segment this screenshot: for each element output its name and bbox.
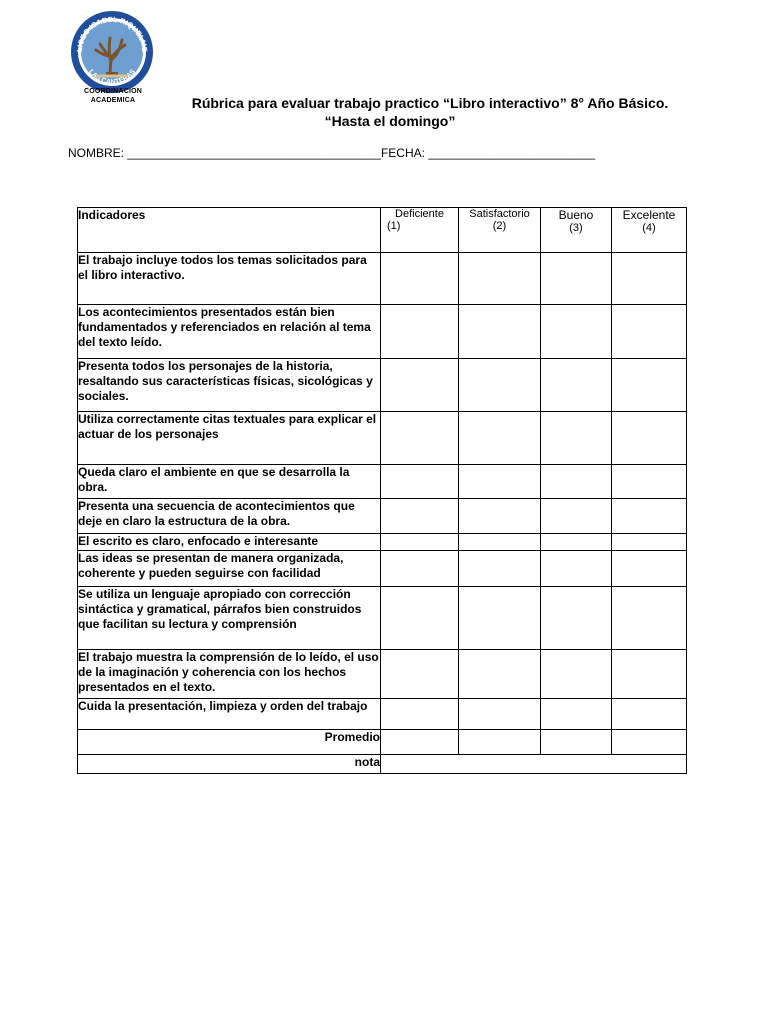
score-cell[interactable] (381, 359, 459, 412)
nota-cell[interactable] (381, 755, 687, 774)
score-cell[interactable] (381, 465, 459, 499)
table-row (78, 534, 687, 551)
indicator-text: El trabajo muestra la comprensión de lo leído, el uso de la imaginación y coherencia con los hechos presentados en el texto. (78, 650, 381, 699)
indicator-text: Se utiliza un lenguaje apropiado con corrección sintáctica y gramatical, párrafos bien construidos que facilitan su lectura y comprensión (78, 587, 381, 650)
name-date-line (68, 146, 595, 160)
promedio-row (78, 730, 687, 755)
logo-caption: COORDINACION ACADEMICA (83, 88, 142, 104)
score-cell[interactable] (612, 305, 687, 359)
score-cell[interactable] (381, 699, 459, 730)
level-header-satisfactorio: Satisfactorio (2) (459, 208, 541, 253)
svg-text:LICEO ISABEL RIQUELME: LICEO ISABEL RIQUELME (74, 14, 150, 53)
score-cell[interactable] (381, 587, 459, 650)
score-cell[interactable] (381, 730, 459, 755)
table-row (78, 253, 687, 305)
level-header-excelente: Excelente (4) (612, 208, 687, 253)
level-header-bueno: Bueno (3) (541, 208, 612, 253)
score-cell[interactable] (541, 465, 612, 499)
score-cell[interactable] (612, 465, 687, 499)
indicator-text: Los acontecimientos presentados están bien fundamentados y referenciados en relación al tema del texto leído. (78, 305, 381, 359)
score-cell[interactable] (459, 650, 541, 699)
school-logo (70, 10, 154, 94)
score-cell[interactable] (381, 650, 459, 699)
score-cell[interactable] (541, 551, 612, 587)
indicator-text: El trabajo incluye todos los temas solicitados para el libro interactivo. (78, 253, 381, 305)
score-cell[interactable] (541, 650, 612, 699)
score-cell[interactable] (541, 305, 612, 359)
table-row (78, 359, 687, 412)
score-cell[interactable] (612, 699, 687, 730)
score-cell[interactable] (612, 551, 687, 587)
score-cell[interactable] (612, 499, 687, 534)
score-cell[interactable] (541, 699, 612, 730)
fecha-field[interactable]: _________________________ (428, 146, 596, 160)
score-cell[interactable] (459, 305, 541, 359)
indicators-header: Indicadores (78, 208, 381, 253)
nota-label: nota (78, 755, 381, 774)
level-header-deficiente: Deficiente (1) (381, 208, 459, 253)
score-cell[interactable] (612, 253, 687, 305)
indicator-text: El escrito es claro, enfocado e interesante (78, 534, 381, 551)
score-cell[interactable] (541, 587, 612, 650)
score-cell[interactable] (459, 730, 541, 755)
score-cell[interactable] (459, 359, 541, 412)
score-cell[interactable] (459, 699, 541, 730)
score-cell[interactable] (459, 534, 541, 551)
indicator-text: Cuida la presentación, limpieza y orden del trabajo (78, 699, 381, 730)
svg-text:LAS CANTERAS: LAS CANTERAS (87, 68, 137, 87)
score-cell[interactable] (541, 730, 612, 755)
score-cell[interactable] (381, 551, 459, 587)
score-cell[interactable] (612, 412, 687, 465)
table-row (78, 587, 687, 650)
score-cell[interactable] (459, 499, 541, 534)
score-cell[interactable] (459, 551, 541, 587)
indicator-text: Presenta todos los personajes de la historia, resaltando sus características físicas, sicológicas y sociales. (78, 359, 381, 412)
table-row (78, 465, 687, 499)
score-cell[interactable] (541, 359, 612, 412)
score-cell[interactable] (612, 650, 687, 699)
nota-row (78, 755, 687, 774)
score-cell[interactable] (612, 730, 687, 755)
score-cell[interactable] (612, 587, 687, 650)
score-cell[interactable] (541, 253, 612, 305)
score-cell[interactable] (541, 534, 612, 551)
score-cell[interactable] (459, 587, 541, 650)
table-row (78, 412, 687, 465)
promedio-label: Promedio (78, 730, 381, 755)
score-cell[interactable] (459, 253, 541, 305)
score-cell[interactable] (381, 499, 459, 534)
score-cell[interactable] (612, 534, 687, 551)
nombre-field[interactable]: ______________________________________ (127, 146, 381, 160)
indicator-text: Utiliza correctamente citas textuales para explicar el actuar de los personajes (78, 412, 381, 465)
table-row (78, 499, 687, 534)
fecha-label: FECHA: (380, 146, 425, 160)
score-cell[interactable] (459, 465, 541, 499)
nombre-label: NOMBRE: (68, 146, 125, 160)
table-row (78, 650, 687, 699)
indicator-text: Las ideas se presentan de manera organizada, coherente y pueden seguirse con facilidad (78, 551, 381, 587)
score-cell[interactable] (541, 499, 612, 534)
table-row (78, 305, 687, 359)
score-cell[interactable] (612, 359, 687, 412)
score-cell[interactable] (459, 412, 541, 465)
score-cell[interactable] (381, 534, 459, 551)
page-title: Rúbrica para evaluar trabajo practico “Libro interactivo” 8° Año Básico. (191, 95, 669, 111)
indicator-text: Presenta una secuencia de acontecimientos que deje en claro la estructura de la obra. (78, 499, 381, 534)
page-subtitle: “Hasta el domingo” (324, 113, 456, 129)
score-cell[interactable] (381, 305, 459, 359)
score-cell[interactable] (381, 253, 459, 305)
score-cell[interactable] (541, 412, 612, 465)
rubric-table (77, 207, 687, 774)
indicator-text: Queda claro el ambiente en que se desarrolla la obra. (78, 465, 381, 499)
score-cell[interactable] (381, 412, 459, 465)
table-row (78, 699, 687, 730)
table-row (78, 551, 687, 587)
